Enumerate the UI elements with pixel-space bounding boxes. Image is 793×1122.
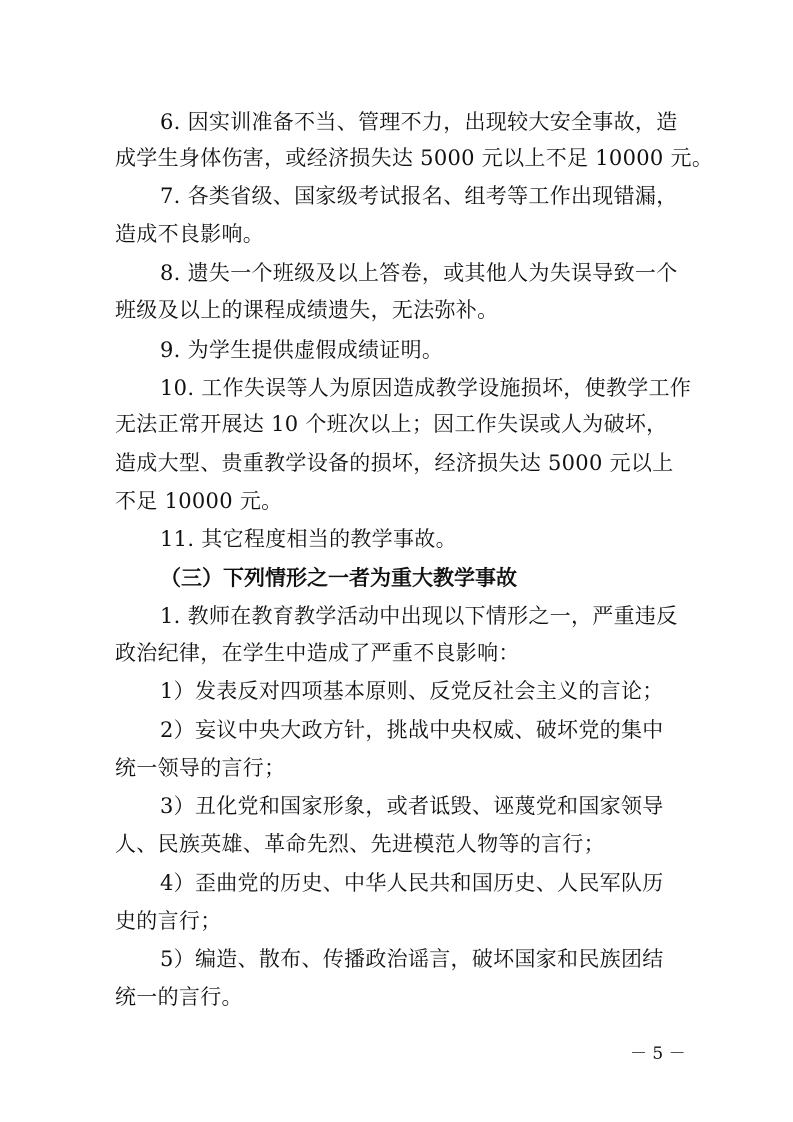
item-10-line-2: 无法正常开展达 10 个班次以上；因工作失误或人为破坏， (115, 412, 668, 436)
item-8-line-2: 班级及以上的课程成绩遗失，无法弥补。 (115, 298, 499, 322)
item-9-line-1: 9. 为学生提供虚假成绩证明。 (160, 338, 444, 362)
sub-item-2-line-2: 统一领导的言行； (115, 756, 286, 780)
major-item-1-line-1: 1. 教师在教育教学活动中出现以下情形之一，严重违反 (160, 604, 678, 628)
sub-item-5-line-1: 5）编造、散布、传播政治谣言，破坏国家和民族团结 (160, 947, 664, 971)
item-10-line-4: 不足 10000 元。 (115, 489, 283, 513)
major-item-1-line-2: 政治纪律，在学生中造成了严重不良影响： (115, 641, 520, 665)
sub-item-3-line-2: 人、民族英雄、革命先烈、先进模范人物等的言行； (115, 832, 605, 856)
sub-item-2-line-1: 2）妄议中央大政方针，挑战中央权威、破坏党的集中 (160, 718, 664, 742)
item-11-line-1: 11. 其它程度相当的教学事故。 (160, 527, 457, 551)
sub-item-3-line-1: 3）丑化党和国家形象，或者诋毁、诬蔑党和国家领导 (160, 794, 664, 818)
item-8-line-1: 8. 遗失一个班级及以上答卷，或其他人为失误导致一个 (160, 261, 678, 285)
item-10-line-3: 造成大型、贵重教学设备的损坏，经济损失达 5000 元以上 (115, 451, 674, 475)
section-heading: （三）下列情形之一者为重大教学事故 (160, 566, 517, 590)
item-6-line-1: 6. 因实训准备不当、管理不力，出现较大安全事故，造 (160, 110, 678, 134)
sub-item-5-line-2: 统一的言行。 (115, 985, 243, 1009)
page-number: － 5 － (630, 1044, 686, 1064)
item-10-line-1: 10. 工作失误等人为原因造成教学设施损坏，使教学工作 (160, 376, 692, 400)
sub-item-4-line-2: 史的言行； (115, 909, 222, 933)
item-6-line-2: 成学生身体伤害，或经济损失达 5000 元以上不足 10000 元。 (115, 146, 714, 170)
sub-item-1-line-1: 1）发表反对四项基本原则、反党反社会主义的言论； (160, 679, 664, 703)
item-7-line-1: 7. 各类省级、国家级考试报名、组考等工作出现错漏， (160, 184, 678, 208)
item-7-line-2: 造成不良影响。 (115, 222, 265, 246)
sub-item-4-line-1: 4）歪曲党的历史、中华人民共和国历史、人民军队历 (160, 871, 664, 895)
